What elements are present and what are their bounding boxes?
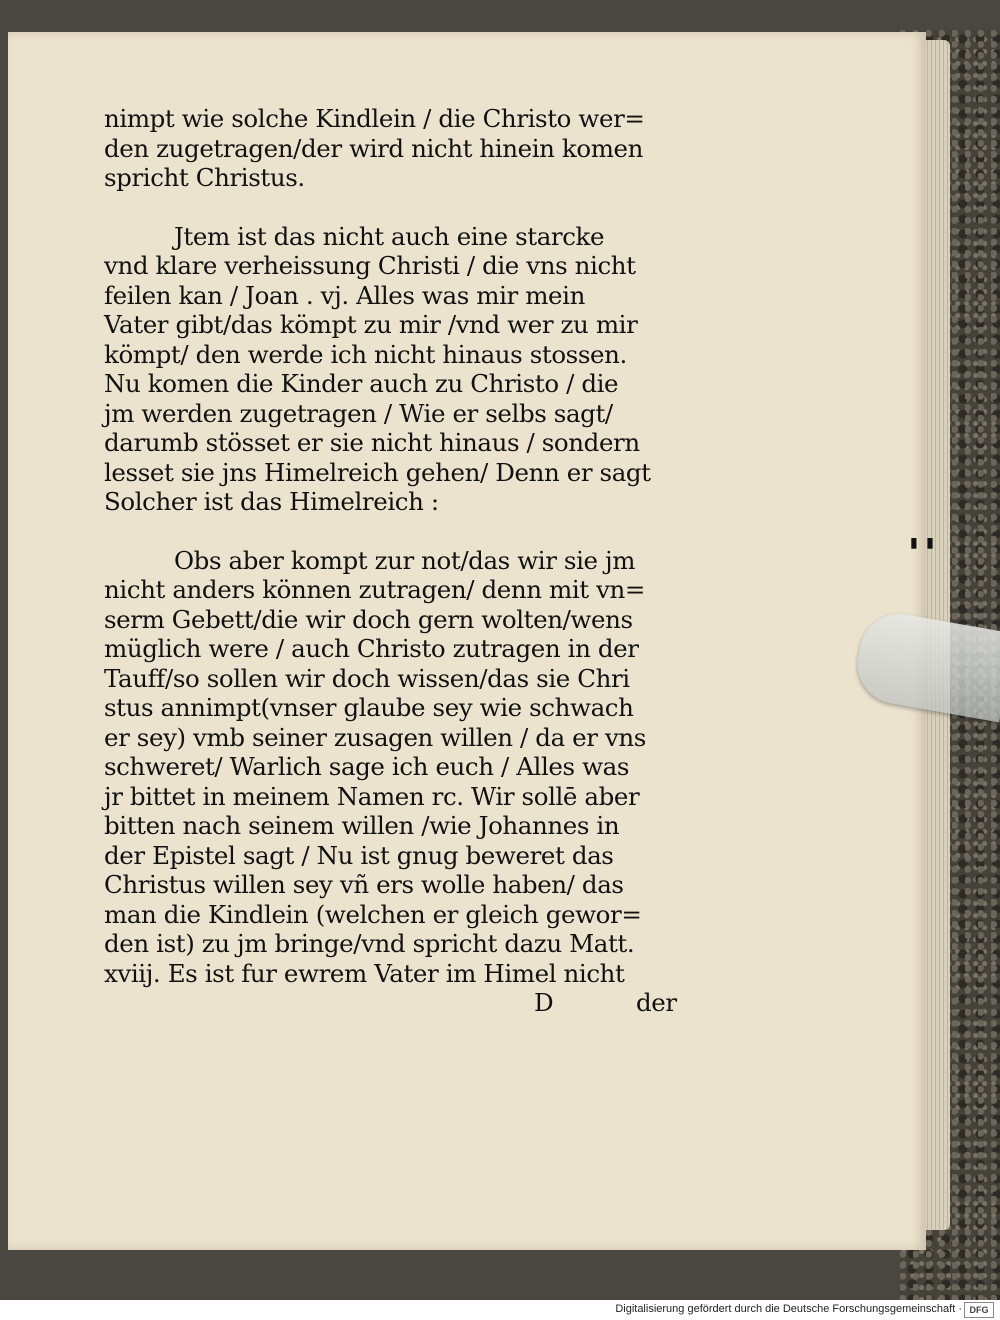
text-line: den zugetragen/der wird nicht hinein komen (104, 133, 644, 163)
funding-credit: Digitalisierung gefördert durch die Deutsche Forschungsgemeinschaft · (615, 1303, 962, 1315)
margin-marks: ▮ ▮ (910, 535, 936, 551)
text-line: den ist) zu jm bringe/vnd spricht dazu Matt. (104, 929, 635, 958)
text-line: Obs aber kompt zur not/das wir sie jm (174, 545, 636, 575)
catchword: der (636, 988, 677, 1017)
footer-bar (0, 1300, 1000, 1320)
text-line: jr bittet in meinem Namen rc. Wir sollē aber (104, 781, 640, 811)
text-line: schweret/ Warlich sage ich euch / Alles was (104, 752, 630, 781)
signature-mark: D (534, 988, 554, 1017)
text-line: Vater gibt/das kömpt zu mir /vnd wer zu mir (104, 310, 638, 339)
text-line: spricht Christus. (104, 163, 305, 192)
text-line: er sey) vmb seiner zusagen willen / da er vns (104, 722, 646, 752)
text-line: der Epistel sagt / Nu ist gnug beweret das (104, 840, 614, 870)
text-line: xviij. Es ist fur ewrem Vater im Himel nicht (104, 958, 625, 988)
text-line: feilen kan / Joan . vj. Alles was mir mein (104, 280, 585, 310)
text-line: vnd klare verheissung Christi / die vns nicht (104, 251, 636, 280)
text-line: Nu komen die Kinder auch zu Christo / die (104, 369, 619, 398)
text-line: jm werden zugetragen / Wie er selbs sagt/ (104, 398, 613, 428)
dfg-logo: DFG (964, 1302, 994, 1318)
text-line: bitten nach seinem willen /wie Johannes in (104, 811, 620, 840)
page-text (104, 104, 684, 1018)
text-line: man die Kindlein (welchen er gleich gewor= (104, 899, 642, 929)
text-line: serm Gebett/die wir doch gern wolten/wens (104, 604, 633, 634)
text-line: Jtem ist das nicht auch eine starcke (174, 221, 605, 251)
text-line: Christus willen sey vñ ers wolle haben/ das (104, 870, 624, 899)
text-line: stus annimpt(vnser glaube sey wie schwach (104, 693, 634, 722)
text-line: Tauff/so sollen wir doch wissen/das sie Chri (104, 663, 630, 693)
text-line: Solcher ist das Himelreich : (104, 487, 439, 516)
text-line: darumb stösset er sie nicht hinaus / sondern (104, 428, 640, 457)
text-line: müglich were / auch Christo zutragen in der (104, 634, 639, 663)
text-line: lesset sie jns Himelreich gehen/ Denn er sagt (104, 457, 651, 487)
text-line: kömpt/ den werde ich nicht hinaus stossen. (104, 339, 627, 369)
text-line: nimpt wie solche Kindlein / die Christo wer= (104, 104, 645, 133)
text-line: nicht anders können zutragen/ denn mit vn= (104, 575, 646, 604)
